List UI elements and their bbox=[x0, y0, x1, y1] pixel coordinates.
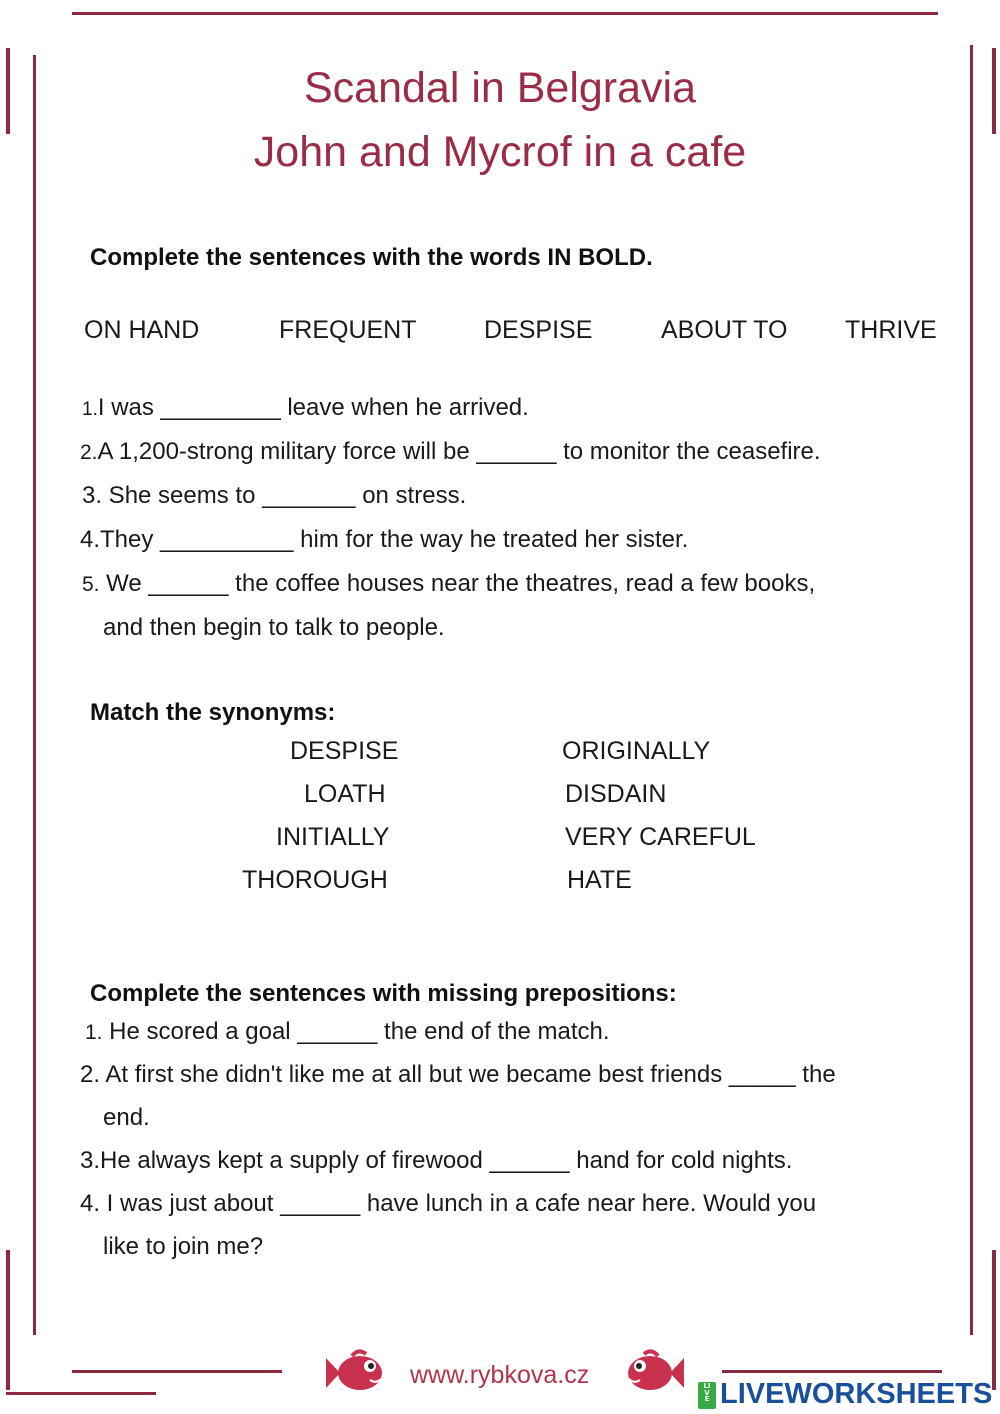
word-bank-item: FREQUENT bbox=[279, 316, 417, 344]
frame-right-lower bbox=[992, 1250, 996, 1390]
item-text: A 1,200-strong military force will be ______ to monitor the ceasefire. bbox=[97, 438, 821, 465]
frame-bottom-right-line bbox=[722, 1370, 942, 1373]
frame-left-inner bbox=[33, 55, 36, 1335]
exercise1-item-2 bbox=[80, 438, 821, 466]
item-text: He scored a goal ______ the end of the match. bbox=[102, 1018, 610, 1045]
item-text: They __________ him for the way he treated her sister. bbox=[100, 526, 689, 553]
item-number: 1. bbox=[82, 399, 98, 420]
synonym-right: DISDAIN bbox=[565, 780, 667, 808]
footer-url[interactable]: www.rybkova.cz bbox=[410, 1361, 590, 1389]
item-text: He always kept a supply of firewood ______ hand for cold nights. bbox=[100, 1147, 793, 1174]
section3-heading: Complete the sentences with missing prepositions: bbox=[90, 980, 677, 1007]
word-bank-item: ON HAND bbox=[84, 316, 200, 344]
synonym-right: HATE bbox=[567, 866, 632, 894]
item-number: 3. bbox=[82, 482, 103, 509]
word-bank-item: DESPISE bbox=[484, 316, 593, 344]
synonym-left: DESPISE bbox=[290, 737, 399, 765]
synonym-left: LOATH bbox=[304, 780, 386, 808]
synonym-left: THOROUGH bbox=[242, 866, 388, 894]
exercise3-item-2-continuation: end. bbox=[103, 1104, 150, 1131]
liveworksheets-logo bbox=[698, 1382, 716, 1409]
exercise1-item-1 bbox=[82, 394, 529, 422]
synonym-right: VERY CAREFUL bbox=[565, 823, 756, 851]
frame-right-inner bbox=[970, 45, 973, 1335]
word-bank-item: THRIVE bbox=[845, 316, 937, 344]
fish-left-icon bbox=[322, 1348, 390, 1398]
exercise3-item-1 bbox=[85, 1018, 610, 1046]
exercise3-item-4-continuation: like to join me? bbox=[103, 1233, 264, 1260]
synonym-right: ORIGINALLY bbox=[562, 737, 711, 765]
frame-left-lower bbox=[6, 1250, 10, 1390]
item-number: 3. bbox=[80, 1147, 101, 1174]
word-bank-item: ABOUT TO bbox=[661, 316, 788, 344]
liveworksheets-badge: LIVE bbox=[703, 1382, 711, 1403]
item-number: 1. bbox=[85, 1021, 103, 1044]
exercise1-item-5 bbox=[82, 570, 815, 598]
exercise3-item-3 bbox=[80, 1147, 792, 1175]
section2-heading: Match the synonyms: bbox=[90, 699, 336, 726]
frame-bottom-left-line bbox=[72, 1370, 282, 1373]
item-number: 2. bbox=[80, 1061, 101, 1088]
item-text: She seems to _______ on stress. bbox=[102, 482, 467, 509]
exercise1-item-5-continuation: and then begin to talk to people. bbox=[103, 614, 445, 641]
item-number: 4. bbox=[80, 526, 101, 553]
item-text: We ______ the coffee houses near the theatres, read a few books, bbox=[99, 570, 816, 597]
frame-bottom-left-line-2 bbox=[6, 1392, 156, 1395]
exercise1-item-3 bbox=[82, 482, 466, 510]
item-number: 4. bbox=[80, 1190, 101, 1217]
item-number: 5. bbox=[82, 573, 100, 596]
item-text: At first she didn't like me at all but we became best friends _____ the bbox=[100, 1061, 836, 1088]
item-text: I was _________ leave when he arrived. bbox=[97, 394, 529, 421]
item-number: 2. bbox=[80, 441, 98, 464]
item-text: I was just about ______ have lunch in a cafe near here. Would you bbox=[100, 1190, 817, 1217]
exercise1-item-4 bbox=[80, 526, 688, 554]
exercise3-item-2 bbox=[80, 1061, 836, 1089]
frame-top-line bbox=[72, 12, 938, 15]
title-line-1: Scandal in Belgravia bbox=[303, 64, 697, 112]
section1-heading: Complete the sentences with the words IN BOLD. bbox=[90, 244, 653, 271]
exercise3-item-4 bbox=[80, 1190, 816, 1218]
title-line-2: John and Mycrof in a cafe bbox=[253, 128, 747, 176]
fish-right-icon bbox=[620, 1348, 688, 1398]
liveworksheets-brand[interactable]: LIVEWORKSHEETS bbox=[720, 1378, 993, 1410]
synonym-left: INITIALLY bbox=[276, 823, 390, 851]
